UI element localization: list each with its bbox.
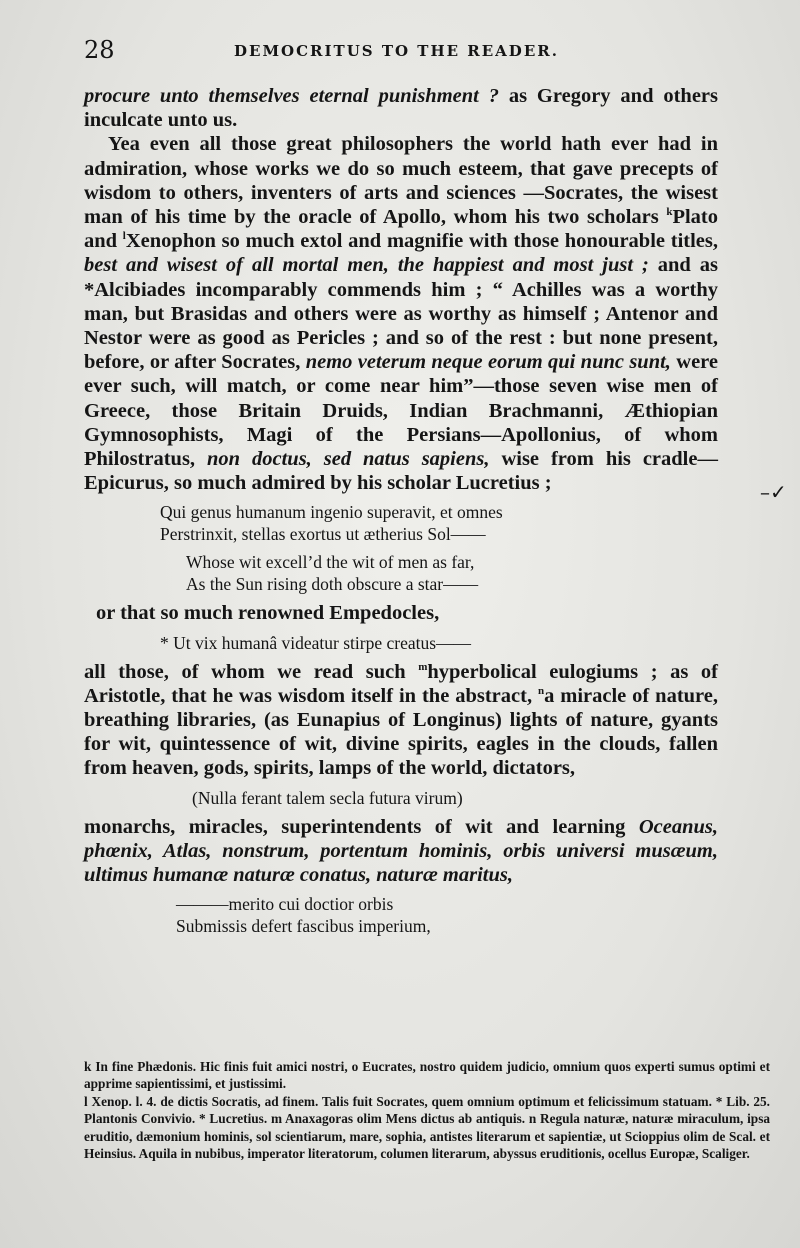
text: as Gregory and others inculcate unto us. <box>84 85 718 132</box>
page-header <box>84 36 724 64</box>
verse-line: * Ut vix humanâ videatur stirpe creatus—— <box>160 632 472 653</box>
text: Yea even all those great philosophers the world hath ever had in admiration, whose works we do so much esteem, that gave precepts of wisdom to others, inventers of arts and sciences —Socrates, the wisest man of his time by the oracle of Apollo, whom his two scholars <box>84 133 718 229</box>
verse-latin <box>84 787 718 809</box>
verse-line: Submissis defert fascibus imperium, <box>176 916 431 937</box>
footnote-ref-m: m <box>418 660 428 673</box>
text: * Lucretius. <box>199 1111 268 1127</box>
footnotes <box>84 1058 770 1162</box>
text: Xenophon so much extol and magnifie with those honourable titles, <box>125 230 718 253</box>
text: hyperbolical eulogiums ; as of Aristotle, that he was wisdom itself in the abstract, <box>84 660 718 707</box>
footnote-ref-l: l <box>122 230 126 243</box>
footnote-ref-k: k <box>666 206 673 219</box>
paragraph <box>84 132 718 495</box>
paragraph <box>84 84 718 132</box>
body-text <box>84 84 718 943</box>
text: and as *Alcibiades incomparably commends him ; “ Achilles was a worthy man, but Brasidas and others were as worthy as himself ; Antenor and Nestor were as good as Pericles ; and so of the rest : but none present, before, or after Socrates, <box>84 254 719 374</box>
page-number: 28 <box>84 36 115 64</box>
verse-latin <box>84 893 718 937</box>
text: a miracle of nature, breathing libraries, (as Eunapius of Longinus) lights of nature, gyants for wit, quintessence of wit, divine spirits, eagles in the clouds, fallen from heaven, gods, spirits, lamps of the world, dictators, <box>84 684 718 780</box>
verse-line: (Nulla ferant talem secla futura virum) <box>192 787 463 808</box>
footnote-k: k In fine Phædonis. Hic finis fuit amici nostri, o Eucrates, nostro quidem judicio, omnium quos experti sumus optimi et apprime sapientissimi, et justissimi. <box>84 1059 770 1092</box>
footnote-n: n Regula naturæ, naturæ miraculum, ipsa eruditio, dæmonium hominis, sol scientiarum, mare, sophia, antistes literarum et sapientiæ, ut Scioppius olim de Scal. et Heinsius. Aquila in nubibus, imperator literatorum, columen literarum, abyssus eruditionis, ocellus Europæ, Scaliger. <box>84 1111 771 1162</box>
paragraph <box>84 815 718 888</box>
text: * Lib. 25. Plantonis Convivio. <box>84 1093 771 1127</box>
paragraph: or that so much renowned Empedocles, <box>96 602 440 625</box>
footnote-ref-n: n <box>537 685 545 698</box>
verse-line: Whose wit excell’d the wit of men as far, <box>186 552 475 573</box>
margin-mark: –✓ <box>760 480 787 504</box>
text: all those, of whom we read such <box>84 660 419 683</box>
verse-line: Perstrinxit, stellas exortus ut ætherius Sol—— <box>160 524 486 545</box>
running-head: DEMOCRITUS TO THE READER. <box>234 42 559 60</box>
italic-text: non doctus, sed natus sapiens, <box>207 448 490 471</box>
paragraph <box>84 660 718 781</box>
verse-line: As the Sun rising doth obscure a star—— <box>186 574 479 595</box>
text: Plato and <box>84 206 718 253</box>
footnote-l <box>84 1093 770 1163</box>
text: l Xenop. l. 4. de dictis Socratis, ad finem. Talis fuit Socrates, quem omnium optimum et felicissimum statuam. <box>84 1093 712 1109</box>
text: wise from his cradle—Epicurus, so much admired by his scholar Lucretius ; <box>84 448 718 495</box>
text: monarchs, miracles, superintendents of wit and learning <box>84 815 639 838</box>
italic-text: nemo veterum neque eorum qui nunc sunt, <box>305 351 671 374</box>
verse-line: Qui genus humanum ingenio superavit, et omnes <box>160 502 503 523</box>
text: were ever such, will match, or come near him”—those seven wise men of Greece, those Britain Druids, Indian Brachmanni, Æthiopian Gymnosophists, Magi of the Persians—Apollonius, of whom Philostratus, <box>84 351 719 471</box>
italic-text: procure unto themselves eternal punishment ? <box>84 85 499 107</box>
footnote-m: m Anaxagoras olim Mens dictus ab antiquis. <box>270 1111 526 1127</box>
italic-text: Oceanus, phœnix, Atlas, nonstrum, portentum hominis, orbis universi musæum, ultimus humanæ naturæ conatus, naturæ maritus, <box>84 815 718 887</box>
verse-english <box>84 551 718 595</box>
verse-line: ———merito cui doctior orbis <box>176 894 394 915</box>
italic-text: best and wisest of all mortal men, the happiest and most just ; <box>84 254 649 277</box>
verse-latin <box>84 632 718 654</box>
verse-latin <box>84 501 718 545</box>
